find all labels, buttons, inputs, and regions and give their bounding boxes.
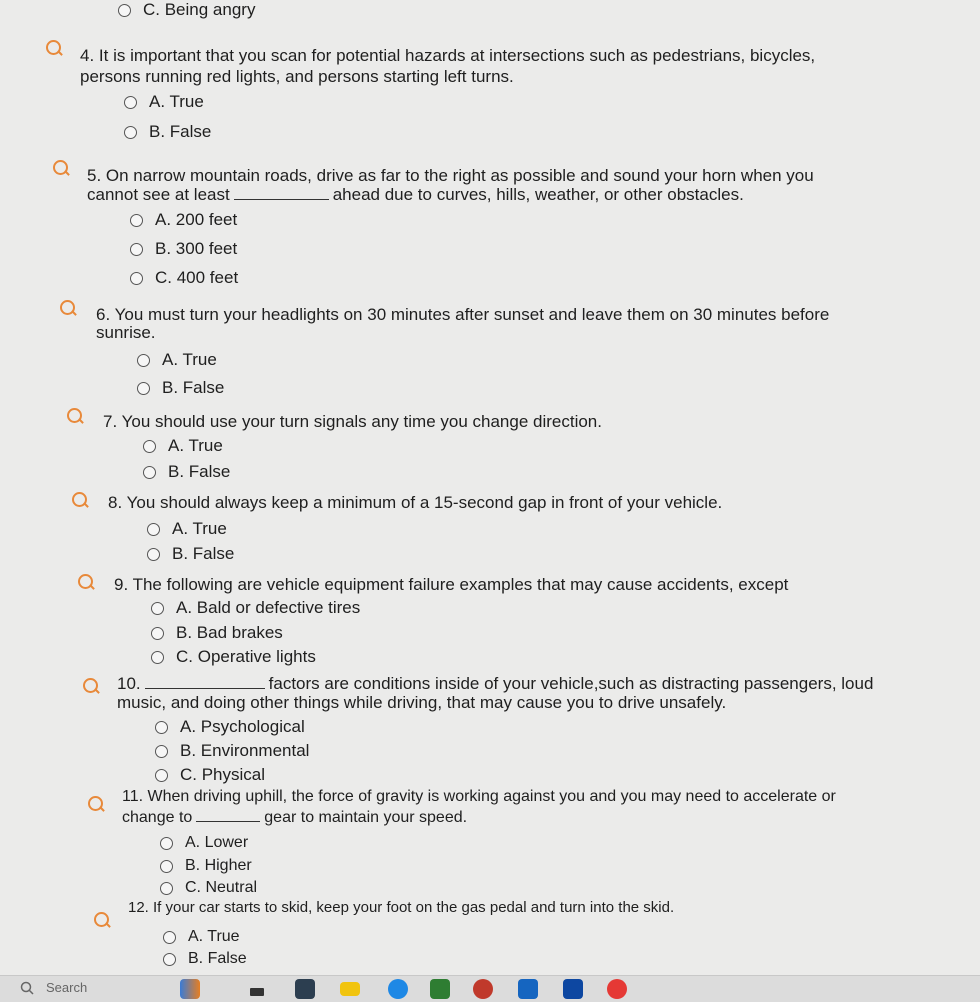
- widgets-icon[interactable]: [180, 979, 200, 999]
- radio-button[interactable]: [160, 882, 173, 895]
- option-8b[interactable]: [147, 544, 234, 564]
- radio-button[interactable]: [118, 4, 131, 17]
- radio-button[interactable]: [163, 931, 176, 944]
- option-label: A. Lower: [185, 834, 249, 851]
- edge-icon[interactable]: [388, 979, 408, 999]
- option-label: B. False: [162, 378, 225, 397]
- fill-in-blank: [196, 807, 260, 822]
- option-label: C. Operative lights: [176, 647, 316, 666]
- option-label: C. 400 feet: [155, 268, 239, 287]
- option-3c[interactable]: [118, 0, 255, 20]
- option-12b[interactable]: [163, 949, 247, 969]
- question-4-text-cont: persons running red lights, and persons starting left turns.: [80, 67, 514, 86]
- option-7a[interactable]: [143, 436, 223, 456]
- radio-button[interactable]: [137, 382, 150, 395]
- option-6a[interactable]: [137, 350, 217, 370]
- radio-button[interactable]: [147, 548, 160, 561]
- question-4-text: 4. It is important that you scan for potential hazards at intersections such as pedestrians, bicycles,: [80, 46, 816, 65]
- question-8-text: 8. You should always keep a minimum of a 15-second gap in front of your vehicle.: [108, 493, 723, 512]
- radio-button[interactable]: [151, 602, 164, 615]
- question-5-text: 5. On narrow mountain roads, drive as far to the right as possible and sound your horn when you: [87, 166, 814, 185]
- option-label: A. True: [162, 350, 217, 369]
- option-8a[interactable]: [147, 519, 227, 539]
- file-explorer-icon[interactable]: [340, 982, 360, 996]
- radio-button[interactable]: [155, 745, 168, 758]
- option-label: B. Environmental: [180, 741, 310, 760]
- question-5-text-a: cannot see at least: [87, 185, 230, 204]
- option-6b[interactable]: [137, 378, 224, 398]
- question-6-text-cont: sunrise.: [96, 323, 156, 342]
- option-label: B. False: [168, 462, 231, 481]
- option-7b[interactable]: [143, 462, 230, 482]
- radio-button[interactable]: [147, 523, 160, 536]
- radio-button[interactable]: [160, 860, 173, 873]
- question-5-text-cont: [87, 184, 744, 205]
- option-9b[interactable]: [151, 623, 283, 643]
- fill-in-blank: [234, 185, 329, 200]
- radio-button[interactable]: [160, 837, 173, 850]
- radio-button[interactable]: [151, 627, 164, 640]
- question-5-text-b: ahead due to curves, hills, weather, or other obstacles.: [332, 185, 744, 204]
- store-icon[interactable]: [430, 979, 450, 999]
- option-label: A. True: [172, 519, 227, 538]
- option-5c[interactable]: [130, 268, 238, 288]
- question-icon: [78, 574, 93, 589]
- question-icon: [60, 300, 75, 315]
- option-4a[interactable]: [124, 92, 204, 112]
- option-label: A. Bald or defective tires: [176, 598, 361, 617]
- option-label: B. False: [149, 122, 212, 141]
- option-label: B. 300 feet: [155, 239, 238, 258]
- option-10a[interactable]: [155, 717, 305, 737]
- option-11b[interactable]: [160, 856, 252, 876]
- option-10c[interactable]: [155, 765, 265, 785]
- question-10-text-cont: music, and doing other things while driving, that may cause you to drive unsafely.: [117, 693, 727, 712]
- taskbar-search[interactable]: [20, 980, 87, 995]
- dropbox-icon[interactable]: [518, 979, 538, 999]
- option-label: A. True: [168, 436, 223, 455]
- option-5b[interactable]: [130, 239, 237, 259]
- fill-in-blank: [145, 674, 265, 689]
- question-11-text-b: gear to maintain your speed.: [264, 809, 468, 826]
- question-icon: [46, 40, 61, 55]
- question-icon: [53, 160, 68, 175]
- question-11-text-cont: [122, 807, 467, 828]
- question-icon: [83, 678, 98, 693]
- option-11c[interactable]: [160, 878, 257, 898]
- question-7-text: 7. You should use your turn signals any time you change direction.: [103, 412, 602, 431]
- task-view-icon[interactable]: [250, 988, 264, 996]
- app-icon-blue[interactable]: [563, 979, 583, 999]
- question-9-text: 9. The following are vehicle equipment failure examples that may cause accidents, except: [114, 575, 789, 594]
- radio-button[interactable]: [151, 651, 164, 664]
- option-label: B. False: [172, 544, 235, 563]
- taskbar: [0, 975, 980, 1002]
- radio-button[interactable]: [130, 272, 143, 285]
- question-icon: [94, 912, 109, 927]
- radio-button[interactable]: [155, 769, 168, 782]
- option-label: C. Being angry: [143, 0, 256, 19]
- radio-button[interactable]: [124, 126, 137, 139]
- question-10-text-b: factors are conditions inside of your vehicle,such as distracting passengers, loud: [268, 674, 874, 693]
- radio-button[interactable]: [143, 440, 156, 453]
- option-5a[interactable]: [130, 210, 237, 230]
- app-icon-red[interactable]: [473, 979, 493, 999]
- option-12a[interactable]: [163, 927, 240, 947]
- option-9c[interactable]: [151, 647, 316, 667]
- question-10-text: [117, 673, 873, 694]
- question-icon: [88, 796, 103, 811]
- radio-button[interactable]: [130, 214, 143, 227]
- question-11-text: 11. When driving uphill, the force of gravity is working against you and you may need to accelerate or: [122, 788, 836, 805]
- radio-button[interactable]: [143, 466, 156, 479]
- radio-button[interactable]: [124, 96, 137, 109]
- option-label: C. Neutral: [185, 879, 258, 896]
- option-label: A. True: [149, 92, 204, 111]
- question-icon: [67, 408, 82, 423]
- option-10b[interactable]: [155, 741, 309, 761]
- question-10-number: 10.: [117, 674, 141, 693]
- radio-button[interactable]: [155, 721, 168, 734]
- option-label: B. Bad brakes: [176, 623, 283, 642]
- app-icon[interactable]: [295, 979, 315, 999]
- option-label: C. Physical: [180, 765, 266, 784]
- search-icon: [20, 981, 34, 995]
- option-label: A. 200 feet: [155, 210, 238, 229]
- radio-button[interactable]: [130, 243, 143, 256]
- chrome-icon[interactable]: [607, 979, 627, 999]
- radio-button[interactable]: [163, 953, 176, 966]
- option-9a[interactable]: [151, 598, 360, 618]
- option-label: B. Higher: [185, 857, 252, 874]
- option-label: A. True: [188, 928, 240, 945]
- question-12-text: 12. If your car starts to skid, keep your foot on the gas pedal and turn into the skid.: [128, 899, 675, 916]
- option-4b[interactable]: [124, 122, 211, 142]
- question-11-text-a: change to: [122, 809, 193, 826]
- option-label: B. False: [188, 950, 247, 967]
- option-11a[interactable]: [160, 833, 248, 853]
- radio-button[interactable]: [137, 354, 150, 367]
- question-icon: [72, 492, 87, 507]
- option-label: A. Psychological: [180, 717, 305, 736]
- search-label: Search: [46, 980, 88, 995]
- question-6-text: 6. You must turn your headlights on 30 minutes after sunset and leave them on 30 minutes before: [96, 305, 830, 324]
